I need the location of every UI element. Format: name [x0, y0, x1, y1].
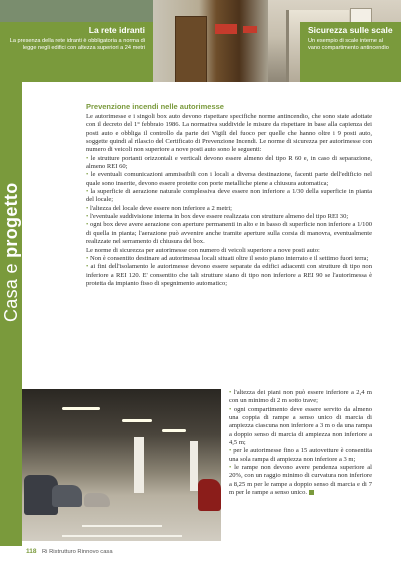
bullet-icon: •	[229, 464, 235, 472]
bullet-item	[229, 464, 372, 497]
bullet-item	[229, 406, 372, 448]
bullet-text: ogni box deve avere aerazione con aperture permanenti in alto e in basso di superficie non inferiore a 1/100 di quella in pianta; l'aerazione può avvenire anche tramite aperture sulla corsia di manovra, eventualmente realizzate nel serramento di chiusura del box.	[86, 221, 372, 246]
article-body-right	[229, 389, 372, 497]
section-label-bold: progetto	[1, 182, 21, 258]
article-title: Prevenzione incendi nelle autorimesse	[86, 102, 224, 111]
caption-right	[300, 22, 401, 82]
caption-left-title: La rete idranti	[88, 25, 145, 35]
fire-door-photo	[153, 0, 268, 82]
bullet-icon: •	[86, 221, 90, 229]
bullet-text: le rampe non devono avere pendenza superiore al 20%, con un raggio minimo di curvatura non inferiore a 8,25 m per le rampe a doppio senso di marcia e di 7 m per le rampe a senso unico.	[229, 464, 373, 497]
bullet-text: l'altezza del locale deve essere non inferiore a 2 metri;	[89, 204, 232, 212]
floor-marking	[82, 525, 162, 527]
section-label	[1, 182, 22, 322]
section-sidebar	[0, 82, 22, 546]
bullet-icon: •	[86, 263, 91, 271]
bullet-text: ai fini dell'isolamento le autorimesse devono essere separate da edifici adiacenti con strutture di tipo non inferiore a REI 120. E' consentito che tali strutture siano di tipo non inferiore a REI 90 se l'autorimessa è protetta da impianto fisso di spegnimento automatico;	[86, 263, 372, 287]
bullet-item	[86, 221, 372, 246]
exit-sign	[243, 26, 257, 33]
bullet-icon: •	[86, 171, 91, 179]
bullet-text: l'eventuale suddivisione interna in box deve essere realizzata con strutture almeno del tipo REI 30;	[89, 213, 349, 221]
garage-pillar	[134, 437, 144, 493]
publication-name: Ri Ristrutturo Rinnovo casa	[42, 548, 113, 555]
bullet-icon: •	[86, 188, 91, 196]
bullet-icon: •	[86, 213, 90, 221]
bullet-item	[229, 447, 372, 464]
top-photo-band	[0, 0, 401, 82]
page-footer	[22, 545, 401, 561]
bullet-icon: •	[86, 154, 91, 162]
bullet-icon: •	[86, 254, 90, 262]
bullet-text: ogni compartimento deve essere servito da almeno una coppia di rampe a senso unico di marcia di ampiezza ciascuna non inferiore a 3 m o da una rampa a doppio senso di marcia di ampiezza non inferiore a 4,5 m;	[229, 405, 372, 447]
garage-pillar	[190, 441, 198, 491]
bullet-item	[86, 155, 372, 172]
bullet-list-a	[86, 155, 372, 247]
bullet-icon: •	[86, 204, 90, 212]
article-intro: Le autorimesse e i singoli box auto devono rispettare specifiche norme antincendio, che sono state adottate con il decreto del 1° febbraio 1986. La normativa suddivide le misure da rispettare in base alla capienza dei posti auto e obbliga il controllo da parte dei Vigili del fuoco per quelle che hanno oltre i 9 posti auto, soggette quindi al rilascio del Certificato di Prevenzione Incendi. Le norme di sicurezza per autorimesse con numero di veicoli non superiore a nove posti auto sono le seguenti:	[86, 113, 372, 154]
parked-car	[52, 485, 82, 507]
bullet-item	[86, 205, 372, 213]
bullet-text: per le autorimesse fino a 15 autovetture è consentita una sola rampa di ampiezza non inferiore a 3 m;	[229, 447, 372, 463]
ceiling-light	[122, 419, 152, 422]
bullet-text: le eventuali comunicazioni ammissibili con i locali a diversa destinazione, facenti parte dell'edificio nel quale sono inserite, devono essere protette con porte metalliche piene a chiusura automatica;	[86, 171, 372, 187]
parking-garage-photo	[22, 389, 221, 541]
parked-car	[84, 493, 110, 507]
bullet-item	[86, 213, 372, 221]
floor-marking	[62, 535, 182, 537]
bullet-icon: •	[229, 389, 234, 396]
caption-right-text: Un esempio di scale interne al vano compartimento antincendio	[308, 38, 389, 52]
ceiling-light	[62, 407, 100, 410]
hydrant-box	[215, 24, 237, 34]
article-body	[86, 113, 372, 288]
bullet-text: l'altezza dei piani non può essere inferiore a 2,4 m con un minimo di 2 m sotto trave;	[229, 389, 372, 405]
bullet-item	[86, 171, 372, 188]
caption-left-text: La presenza della rete idranti è obbligatoria a norma di legge negli edifici con altezza superiori a 24 metri	[9, 38, 145, 52]
article-middle: Le norme di sicurezza per autorimesse con numero di veicoli superiore a nove posti auto:	[86, 246, 320, 254]
caption-left	[0, 22, 153, 82]
section-label-light: Casa e	[1, 257, 21, 322]
article-end-mark	[309, 490, 314, 495]
bullet-text: Non è consentito destinare ad autorimessa locali situati oltre il sesto piano interrato e il settimo fuori terra;	[89, 254, 369, 262]
caption-right-title: Sicurezza sulle scale	[308, 25, 393, 35]
bullet-list-c	[229, 389, 372, 497]
bullet-text: le strutture portanti orizzontali e verticali devono essere almeno del tipo R 60 e, in caso di separazione, almeno REI 60;	[86, 154, 372, 171]
bullet-text: la superficie di aerazione naturale complessiva deve essere non inferiore a 1/30 della superficie in pianta del locale;	[86, 188, 372, 204]
bullet-item	[86, 263, 372, 288]
bullet-list-b	[86, 255, 372, 288]
bullet-item	[229, 389, 372, 406]
fire-door	[175, 16, 207, 82]
bullet-icon: •	[229, 405, 234, 413]
parked-car	[198, 479, 221, 511]
bullet-icon: •	[229, 447, 234, 455]
bullet-item	[86, 255, 372, 263]
ceiling-light	[162, 429, 186, 432]
page-number: 118	[26, 548, 37, 555]
bullet-item	[86, 188, 372, 205]
